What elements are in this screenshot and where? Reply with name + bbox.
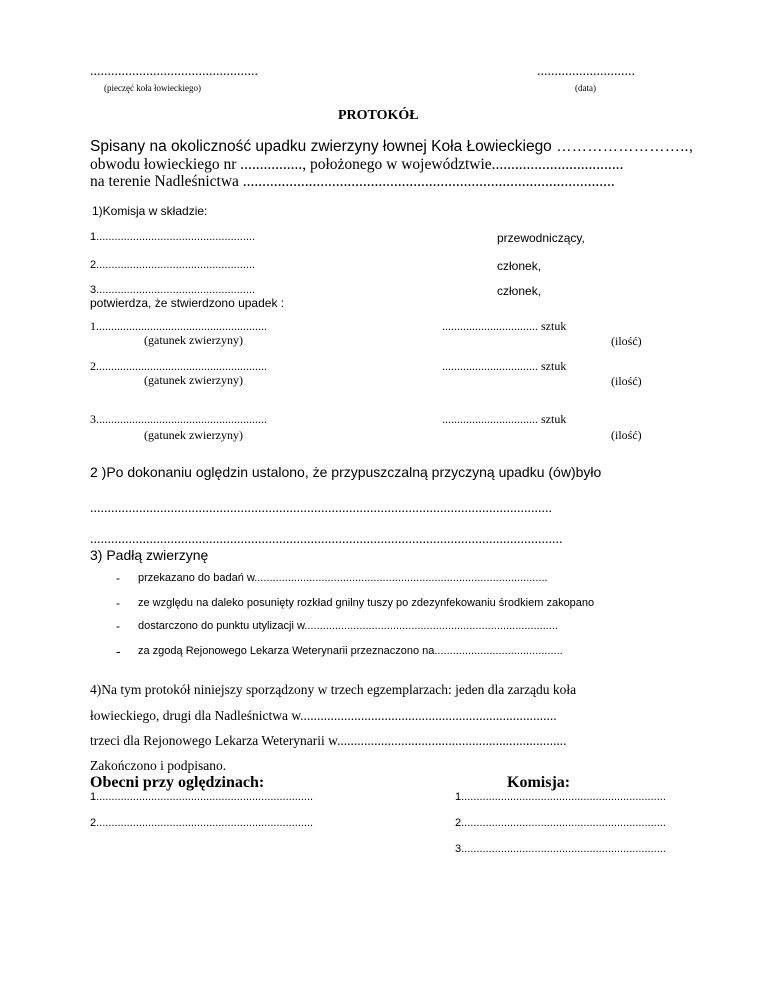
page-title: PROTOKÓŁ [338,108,419,123]
commission-member-line: 3.................................................... [90,284,256,296]
bullet-dash: - [116,643,121,659]
carcass-option: za zgodą Rejonowego Lekarza Weterynarii przeznaczono na.......................................... [138,645,563,657]
carcass-heading: 3) Padłą zwierzynę [90,547,209,563]
animal-species-label: (gatunek zwierzyny) [144,428,243,442]
commission-member-line: 1.................................................... [90,231,256,243]
intro-line-1: Spisany na okoliczność upadku zwierzyny łownej Koła Łowieckiego …………………….., [90,138,694,155]
bullet-dash: - [116,619,120,633]
commission-signature-line: 2................................................................... [455,817,666,829]
copies-line-1: 4)Na tym protokół niniejszy sporządzony w trzech egzemplarzach: jeden dla zarządu koła [90,682,577,697]
cause-heading: 2 )Po dokonaniu oględzin ustalono, że przypuszczalną przyczyną upadku (ów)było [90,464,602,480]
stamp-dotted-line: ................................................ [90,64,258,79]
animal-species-label: (gatunek zwierzyny) [144,373,243,387]
animal-quantity-line: ................................ sztuk [442,412,567,426]
commission-member-line: 2.................................................... [90,259,256,271]
copies-line-3: trzeci dla Rejonowego Lekarza Weterynarii w.................................................................... [90,733,567,748]
date-dotted-line: ............................ [537,64,635,79]
commission-signature-line: 3................................................................... [455,843,666,855]
present-signature-line: 2....................................................................... [90,817,314,829]
animal-line: 3......................................................... [90,412,267,426]
carcass-option: dostarczono do punktu utylizacji w................................................................................... [138,620,558,632]
cause-dotted-line-2: ....................................................................................................................................... [90,532,563,547]
animal-quantity-label: (ilość) [611,374,642,388]
cause-dotted-line-1: .................................................................................................................................... [90,501,552,516]
animal-quantity-label: (ilość) [611,428,642,442]
animal-line: 1......................................................... [90,319,267,333]
animal-quantity-line: ................................ sztuk [442,359,567,373]
stamp-label: (pieczęć koła łowieckiego) [104,83,201,93]
carcass-option: ze względu na daleko posunięty rozkład gnilny tuszy po zdezynfekowaniu środkiem zakopano [138,597,595,609]
animal-quantity-label: (ilość) [611,334,642,348]
animal-quantity-line: ................................ sztuk [442,319,567,333]
date-label: (data) [575,83,596,93]
bullet-dash: - [116,571,120,585]
commission-member-role: członek, [497,259,542,273]
bullet-dash: - [116,596,120,610]
commission-heading: 1)Komisja w składzie: [92,204,208,218]
confirm-text: potwierdza, że stwierdzono upadek : [90,296,285,310]
present-signature-line: 1....................................................................... [90,791,314,803]
commission-member-role: przewodniczący, [497,231,585,245]
intro-line-2: obwodu łowieckiego nr ................, położonego w województwie.................................. [90,156,624,173]
copies-line-2: łowieckiego, drugi dla Nadleśnictwa w............................................................................ [90,708,557,723]
present-heading: Obecni przy oględzinach: [90,774,265,791]
commission-signature-line: 1................................................................... [455,791,666,803]
carcass-option: przekazano do badań w................................................................................................ [138,572,548,584]
commission-signatures-heading: Komisja: [507,774,571,791]
animal-species-label: (gatunek zwierzyny) [144,333,243,347]
closing-text: Zakończono i podpisano. [90,758,227,773]
intro-line-3: na terenie Nadleśnictwa ................................................................................................ [90,173,615,190]
animal-line: 2......................................................... [90,359,267,373]
commission-member-role: członek, [497,284,542,298]
